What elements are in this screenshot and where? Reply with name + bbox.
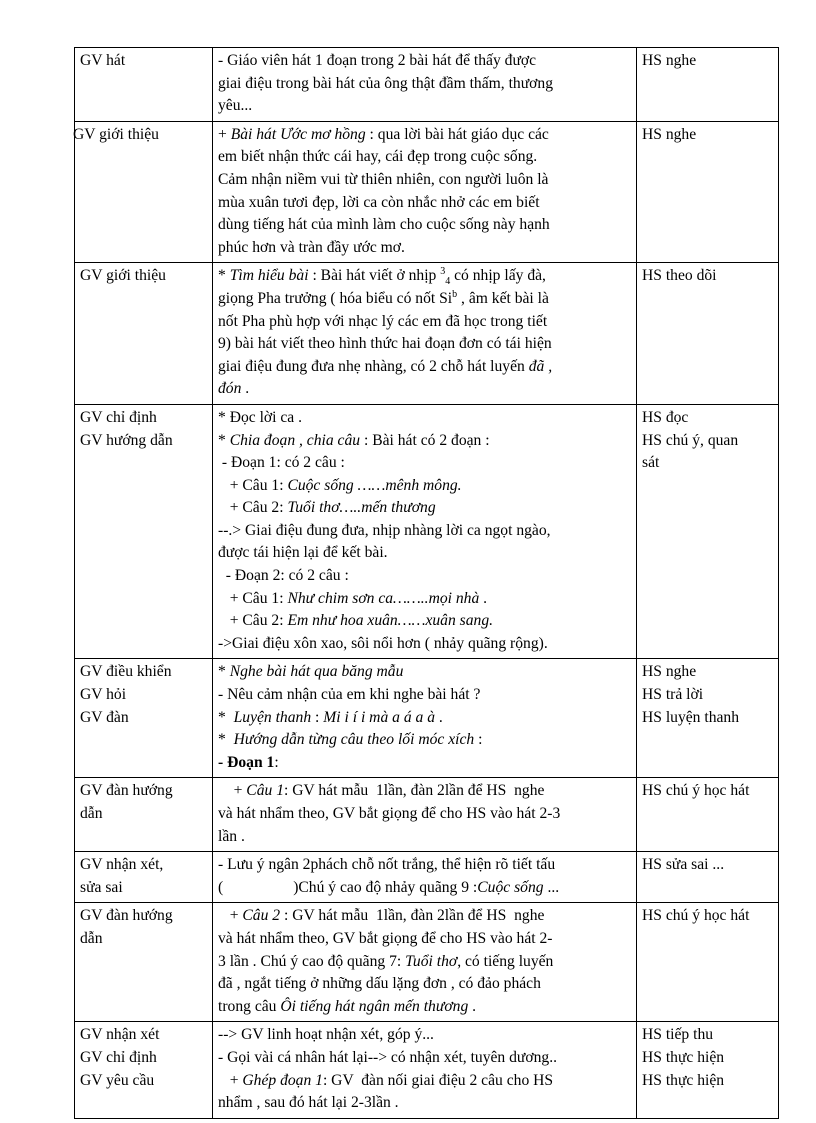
- text-line: 9) bài hát viết theo hình thức hai đoạn đơn có tái hiện: [218, 335, 552, 353]
- flat-sign: b: [452, 288, 458, 300]
- text-line: đã , ngắt tiếng ở những dấu lặng đơn , có đảo phách: [218, 975, 541, 993]
- text-line: HS chú ý học hát: [642, 782, 750, 800]
- text-line: nhẩm , sau đó hát lại 2-3lần .: [218, 1094, 399, 1112]
- text-line: - Nêu cảm nhận của em khi nghe bài hát ?: [218, 686, 481, 704]
- text-line: --> GV linh hoạt nhận xét, góp ý...: [218, 1026, 434, 1044]
- text-line: lần .: [218, 827, 245, 845]
- text-line: Tuổi thơ: [405, 952, 458, 970]
- text-line: : GV hát mẫu 1lần, đàn 2lần để HS nghe: [280, 907, 545, 925]
- table-row: [75, 404, 779, 659]
- text-line: có nhịp lấy đà,: [450, 267, 546, 285]
- text-line: Như chim sơn ca……..mọi nhà: [287, 589, 480, 607]
- text-line: HS nghe: [642, 663, 697, 681]
- text-line: và hát nhẩm theo, GV bắt giọng để cho HS vào hát 2-3: [218, 805, 561, 822]
- text-line: GV hát: [80, 52, 126, 69]
- text-line: giai điệu đung đưa nhẹ nhàng, có 2 chỗ hát luyến: [218, 357, 529, 375]
- text-line: trong câu: [218, 997, 281, 1015]
- text-line: - Đoạn 1: [218, 753, 275, 771]
- teacher-cell: [75, 903, 213, 1022]
- text-line: *: [218, 708, 234, 726]
- student-cell: [637, 852, 779, 903]
- text-line: mùa xuân tươi đẹp, lời ca còn nhắc nhở các em biết: [218, 193, 540, 211]
- text-line: : Bài hát viết ở nhịp: [308, 267, 441, 285]
- text-line: Mi i í i mà a á a à: [323, 708, 436, 726]
- text-line: được tái hiện lại để kết bài.: [218, 544, 388, 562]
- text-line: +: [218, 782, 247, 800]
- text-line: .: [479, 589, 488, 607]
- content-cell: [213, 48, 637, 122]
- text-line: GV giới thiệu: [80, 267, 166, 285]
- text-line: HS sửa sai ...: [642, 856, 725, 874]
- text-line: giọng Pha trưởng ( hóa biểu có nốt Si: [218, 289, 453, 307]
- text-line: GV hỏi: [80, 686, 127, 704]
- time-signature-top: 3: [440, 266, 446, 278]
- text-line: Nghe bài hát qua băng mẫu: [229, 663, 404, 681]
- table-row: [75, 1022, 779, 1118]
- text-line: GV hướng dẫn: [80, 431, 173, 449]
- text-line: +: [218, 907, 243, 925]
- student-cell: [637, 404, 779, 659]
- text-line: GV giới thiệu: [73, 125, 159, 143]
- text-line: GV điều khiển: [80, 663, 172, 681]
- text-line: phúc hơn và tràn đầy ước mơ.: [218, 238, 405, 256]
- content-cell: [213, 404, 637, 659]
- text-line: 3 lần . Chú ý cao độ quãng 7:: [218, 952, 406, 970]
- text-line: , âm kết bài là: [457, 289, 549, 307]
- text-line: + Câu 2:: [218, 499, 288, 517]
- text-line: : Bài hát có 2 đoạn :: [360, 431, 490, 449]
- table-row: [75, 852, 779, 903]
- text-line: :: [311, 708, 324, 726]
- text-line: đã ,: [528, 357, 553, 375]
- text-line: dùng tiếng hát của mình làm cho cuộc sống này hạnh: [218, 216, 550, 234]
- text-line: - Giáo viên hát 1 đoạn trong 2 bài hát để thấy được: [218, 52, 537, 69]
- student-cell: [637, 1022, 779, 1118]
- text-line: nốt Pha phù hợp với nhạc lý các em đã học trong tiết: [218, 312, 548, 330]
- text-line: + Câu 2:: [218, 612, 288, 630]
- text-line: sát: [642, 454, 660, 472]
- text-line: GV chỉ định: [80, 1048, 157, 1066]
- table-row: [75, 121, 779, 263]
- text-line: HS chú ý, quan: [642, 431, 739, 449]
- text-line: ...: [543, 878, 560, 896]
- text-line: +: [218, 1071, 243, 1089]
- teacher-cell: [75, 778, 213, 852]
- text-line: - Đoạn 2: có 2 câu :: [218, 567, 349, 585]
- text-line: yêu...: [218, 97, 253, 115]
- table-row: [75, 659, 779, 778]
- text-line: :: [474, 731, 483, 749]
- text-line: - Lưu ý ngân 2phách chỗ nốt trắng, thể hiện rõ tiết tấu: [218, 856, 556, 874]
- text-line: Tìm hiểu bài: [229, 267, 309, 285]
- text-line: và hát nhẩm theo, GV bắt giọng để cho HS vào hát 2-: [218, 929, 553, 947]
- text-line: * Đọc lời ca .: [218, 408, 303, 426]
- text-line: *: [218, 431, 230, 449]
- text-line: GV chỉ định: [80, 408, 157, 426]
- table-row: [75, 778, 779, 852]
- student-cell: [637, 903, 779, 1022]
- text-line: dẫn: [80, 805, 103, 822]
- text-line: GV đàn hướng: [80, 907, 173, 925]
- content-cell: [213, 903, 637, 1022]
- text-line: --.> Giai điệu đung đưa, nhịp nhàng lời ca ngọt ngào,: [218, 521, 551, 539]
- content-cell: [213, 263, 637, 405]
- table-row: [75, 48, 779, 122]
- text-line: Tuổi thơ…..mến thương: [287, 499, 436, 517]
- text-line: *: [218, 267, 230, 285]
- text-line: GV đàn: [80, 708, 129, 726]
- text-line: giai điệu trong bài hát của ông thật đầm thấm, thương: [218, 74, 553, 92]
- text-line: : GV đàn nối giai điệu 2 câu cho HS: [322, 1071, 554, 1089]
- teacher-cell: [75, 1022, 213, 1118]
- text-line: *: [218, 731, 234, 749]
- content-cell: [213, 1022, 637, 1118]
- text-line: Cuộc sống: [477, 878, 544, 896]
- text-line: đón: [218, 380, 242, 398]
- teacher-cell: [75, 121, 213, 263]
- text-line: GV nhận xét,: [80, 856, 164, 874]
- text-line: (: [218, 878, 224, 896]
- text-line: Luyện thanh: [233, 708, 312, 726]
- teacher-cell: [75, 48, 213, 122]
- text-line: HS trả lời: [642, 686, 704, 704]
- table-row: [75, 903, 779, 1022]
- text-line: HS nghe: [642, 52, 697, 69]
- content-cell: [213, 852, 637, 903]
- text-line: Ghép đoạn 1: [242, 1071, 323, 1089]
- student-cell: [637, 121, 779, 263]
- text-line: .: [468, 997, 477, 1015]
- teacher-cell: [75, 852, 213, 903]
- text-line: ->Giai điệu xôn xao, sôi nổi hơn ( nhảy quãng rộng).: [218, 634, 548, 652]
- text-line: HS theo dõi: [642, 267, 717, 285]
- text-line: .: [241, 380, 250, 398]
- text-line: sửa sai: [80, 878, 123, 896]
- content-cell: [213, 121, 637, 263]
- text-line: +: [218, 125, 231, 143]
- text-line: Ôi tiếng hát ngân mến thương: [280, 997, 469, 1015]
- text-line: Hướng dẫn từng câu theo lối móc xích: [233, 731, 475, 749]
- text-line: + Câu 1:: [218, 476, 288, 494]
- teacher-cell: [75, 659, 213, 778]
- text-line: Chia đoạn , chia câu: [229, 431, 361, 449]
- student-cell: [637, 48, 779, 122]
- text-line: GV yêu cầu: [80, 1071, 155, 1089]
- text-line: Câu 1: [246, 782, 284, 800]
- content-cell: [213, 659, 637, 778]
- text-line: GV đàn hướng: [80, 782, 173, 800]
- teacher-cell: [75, 404, 213, 659]
- text-line: Em như hoa xuân……xuân sang.: [287, 612, 494, 630]
- text-line: Cuộc sống ……mênh mông.: [287, 476, 462, 494]
- text-line: GV nhận xét: [80, 1026, 160, 1044]
- text-line: .: [435, 708, 443, 726]
- text-line: HS luyện thanh: [642, 708, 740, 726]
- text-line: HS thực hiện: [642, 1071, 725, 1089]
- student-cell: [637, 778, 779, 852]
- content-cell: [213, 778, 637, 852]
- text-line: )Chú ý cao độ nhảy quãng 9 :: [293, 878, 478, 896]
- text-line: , có tiếng luyến: [457, 952, 554, 970]
- lesson-plan-table: [74, 47, 779, 1119]
- text-line: dẫn: [80, 929, 103, 947]
- text-line: HS thực hiện: [642, 1048, 725, 1066]
- text-line: HS đọc: [642, 408, 689, 426]
- time-signature-bottom: 4: [445, 276, 451, 288]
- text-line: em biết nhận thức cái hay, cái đẹp trong cuộc sống.: [218, 148, 538, 166]
- text-line: HS tiếp thu: [642, 1026, 714, 1044]
- student-cell: [637, 263, 779, 405]
- table-row: [75, 263, 779, 405]
- text-line: - Gọi vài cá nhân hát lại--> có nhận xét, tuyên dương..: [218, 1048, 557, 1066]
- song-title: Bài hát Ước mơ hồng: [230, 125, 366, 143]
- student-cell: [637, 659, 779, 778]
- text-line: Cảm nhận niềm vui từ thiên nhiên, con người luôn là: [218, 170, 549, 188]
- text-line: *: [218, 663, 230, 681]
- text-line: :: [274, 753, 279, 771]
- text-line: HS chú ý học hát: [642, 907, 750, 925]
- text-line: + Câu 1:: [218, 589, 288, 607]
- text-line: - Đoạn 1: có 2 câu :: [218, 454, 345, 472]
- text-line: Câu 2: [242, 907, 281, 925]
- text-line: HS nghe: [642, 125, 697, 143]
- text-line: : GV hát mẫu 1lần, đàn 2lần để HS nghe: [284, 782, 545, 800]
- teacher-cell: [75, 263, 213, 405]
- text-line: : qua lời bài hát giáo dục các: [365, 125, 549, 143]
